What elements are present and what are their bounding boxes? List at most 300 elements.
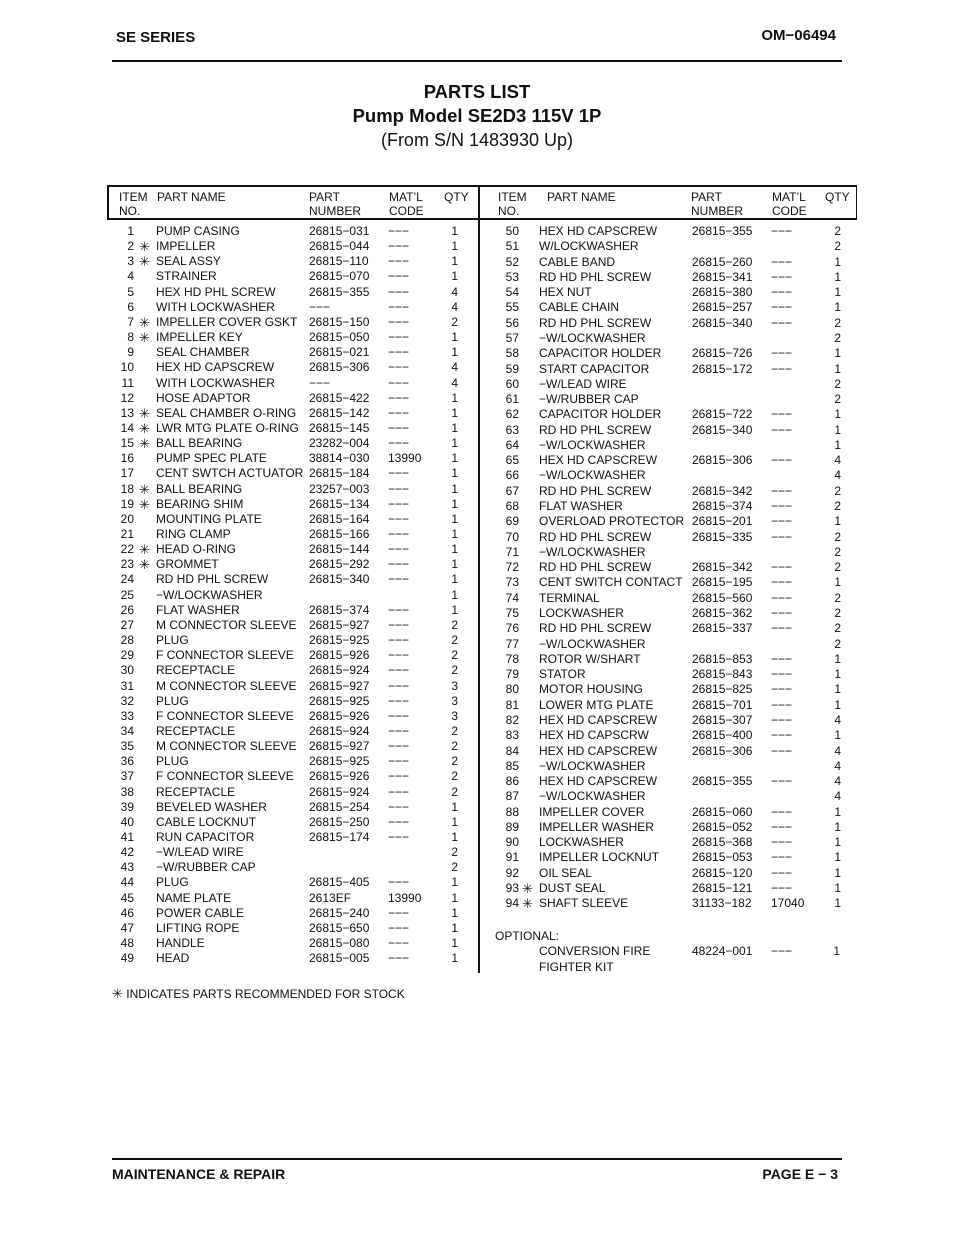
material-code: −−− — [388, 784, 410, 799]
item-number: 29 — [120, 648, 134, 663]
part-name: −W/LOCKWASHER — [539, 468, 646, 483]
material-code: −−− — [771, 621, 793, 636]
item-number: 21 — [120, 527, 134, 541]
part-name: SHAFT SLEEVE — [539, 896, 629, 911]
serial-range-subtitle: (From S/N 1483930 Up) — [380, 130, 574, 150]
item-number: 18 — [120, 481, 134, 496]
part-number: 26815−120 — [692, 865, 753, 880]
part-name: PLUG — [156, 754, 189, 769]
material-code: −−− — [771, 269, 793, 284]
quantity: 1 — [451, 890, 458, 905]
item-number: 2 — [127, 239, 134, 254]
part-name: RD HD PHL SCREW — [539, 315, 652, 330]
quantity: 2 — [451, 314, 458, 329]
material-code: −−− — [771, 315, 793, 330]
header-item-no-left: ITEM NO. — [119, 190, 148, 218]
material-code: −−− — [771, 254, 793, 269]
quantity: 2 — [834, 606, 841, 620]
table-row — [107, 438, 857, 453]
part-number: 26815−825 — [692, 682, 753, 697]
quantity: 1 — [834, 254, 841, 269]
item-number: 76 — [505, 621, 519, 636]
item-number: 35 — [120, 739, 134, 754]
asterisk-icon: ✳ — [139, 239, 150, 255]
quantity: 2 — [834, 392, 841, 407]
material-code: 13990 — [388, 890, 422, 905]
part-name: −W/LOCKWASHER — [539, 544, 646, 559]
part-number: 26815−355 — [692, 774, 753, 789]
part-name: HANDLE — [156, 936, 205, 951]
asterisk-icon: ✳ — [139, 557, 150, 573]
part-name: GROMMET — [156, 557, 219, 572]
part-name: ROTOR W/SHART — [539, 651, 641, 666]
quantity: 1 — [451, 254, 458, 269]
part-name: MOUNTING PLATE — [156, 511, 262, 526]
part-number: 26815−021 — [309, 345, 370, 360]
item-number: 4 — [127, 269, 134, 284]
header-part-number-left: PART NUMBER — [309, 190, 362, 218]
part-name: HEX HD CAPSCREW — [539, 774, 658, 789]
item-number: 50 — [505, 224, 519, 238]
part-number: 26815−110 — [309, 254, 369, 269]
part-name: BEVELED WASHER — [156, 799, 267, 814]
material-code: −−− — [388, 799, 410, 814]
quantity: 2 — [834, 636, 841, 651]
part-number: 26815−052 — [692, 819, 753, 834]
item-number: 77 — [505, 636, 519, 651]
quantity: 1 — [834, 682, 841, 697]
item-number: 42 — [120, 845, 134, 860]
material-code: −−− — [771, 483, 793, 498]
optional-label: OPTIONAL: — [495, 929, 560, 943]
material-code: −−− — [388, 830, 410, 844]
part-number: 26815−374 — [692, 499, 753, 514]
optional-matl-code: −−− — [771, 944, 793, 958]
material-code: −−− — [771, 651, 793, 666]
material-code: −−− — [771, 453, 793, 468]
optional-part-number: 48224−001 — [692, 944, 753, 958]
part-name: −W/LOCKWASHER — [539, 758, 646, 773]
material-code: −−− — [388, 420, 410, 435]
part-number: 26815−560 — [692, 590, 753, 605]
item-number: 79 — [505, 667, 519, 682]
material-code: −−− — [388, 572, 410, 587]
section-label: MAINTENANCE & REPAIR — [112, 1166, 286, 1182]
part-number: 26815−150 — [309, 314, 370, 329]
part-name: RECEPTACLE — [156, 663, 236, 678]
part-name: SEAL CHAMBER O-RING — [156, 405, 297, 420]
part-name: CABLE LOCKNUT — [156, 814, 257, 829]
part-name: HEX HD CAPSCREW — [539, 453, 658, 468]
table-row — [107, 560, 857, 575]
material-code: 17040 — [771, 896, 805, 911]
asterisk-icon: ✳ — [139, 542, 150, 558]
table-row — [107, 239, 857, 254]
quantity: 1 — [451, 224, 458, 238]
quantity: 4 — [451, 299, 458, 314]
material-code: −−− — [388, 511, 410, 526]
part-number: 26815−924 — [309, 663, 370, 678]
part-name: IMPELLER COVER GSKT — [156, 314, 298, 329]
quantity: 1 — [451, 936, 458, 951]
table-row — [107, 407, 857, 422]
material-code: −−− — [771, 407, 793, 422]
table-row — [107, 789, 857, 804]
material-code: −−− — [388, 678, 410, 693]
item-number: 39 — [120, 799, 134, 814]
quantity: 1 — [834, 361, 841, 376]
item-number: 61 — [505, 392, 519, 407]
part-name: STATOR — [539, 667, 586, 682]
quantity: 4 — [834, 712, 841, 727]
doc-number: OM−06494 — [761, 27, 836, 44]
material-code: −−− — [388, 375, 410, 390]
part-name: −W/LEAD WIRE — [539, 376, 627, 391]
part-number: 26815−342 — [692, 560, 753, 575]
item-number: 31 — [120, 678, 134, 693]
item-number: 25 — [120, 587, 134, 602]
material-code: −−− — [388, 920, 410, 935]
material-code: −−− — [771, 850, 793, 865]
quantity: 1 — [834, 819, 841, 834]
quantity: 2 — [451, 617, 458, 632]
quantity: 1 — [834, 422, 841, 437]
quantity: 1 — [451, 511, 458, 526]
quantity: 1 — [451, 557, 458, 572]
table-row — [107, 453, 857, 468]
material-code: −−− — [388, 951, 410, 966]
part-name: −W/LOCKWASHER — [539, 330, 646, 345]
item-number: 16 — [120, 451, 134, 466]
part-number: 31133−182 — [692, 896, 752, 911]
material-code: −−− — [388, 254, 410, 269]
quantity: 2 — [834, 483, 841, 498]
item-number: 63 — [505, 422, 519, 437]
item-number: 54 — [505, 285, 519, 300]
item-number: 65 — [505, 453, 519, 468]
item-number: 49 — [120, 951, 134, 966]
part-number: 26815−341 — [692, 269, 753, 284]
part-number: 26815−368 — [692, 835, 753, 850]
table-row — [107, 300, 857, 315]
material-code: −−− — [771, 712, 793, 727]
part-name: PLUG — [156, 693, 189, 708]
material-code: −−− — [388, 390, 410, 405]
item-number: 74 — [505, 590, 519, 605]
part-number: 26815−031 — [309, 224, 370, 238]
part-number: 26815−422 — [309, 390, 370, 405]
part-name: IMPELLER LOCKNUT — [539, 850, 660, 865]
table-row — [107, 850, 857, 865]
material-code: −−− — [771, 743, 793, 758]
item-number: 45 — [120, 890, 134, 905]
material-code: −−− — [388, 663, 410, 678]
table-row — [107, 774, 857, 789]
item-number: 89 — [505, 819, 519, 834]
part-name: RECEPTACLE — [156, 784, 236, 799]
header-qty-right: QTY — [825, 190, 850, 204]
table-row — [107, 637, 857, 652]
item-number: 14 — [120, 420, 134, 435]
part-number: 26815−260 — [692, 254, 753, 269]
part-name: HEX HD CAPSCREW — [539, 224, 658, 238]
item-number: 62 — [505, 407, 519, 422]
material-code: −−− — [388, 224, 410, 238]
table-row — [107, 881, 857, 896]
table-row — [107, 270, 857, 285]
part-name: IMPELLER KEY — [156, 330, 243, 345]
table-row — [107, 713, 857, 728]
part-name: RD HD PHL SCREW — [539, 621, 652, 636]
asterisk-icon: ✳ — [139, 330, 150, 346]
quantity: 3 — [451, 708, 458, 723]
part-number: 26815−925 — [309, 633, 370, 648]
part-number: 26815−340 — [309, 572, 370, 587]
quantity: 4 — [834, 774, 841, 789]
quantity: 2 — [834, 315, 841, 330]
part-name: LWR MTG PLATE O-RING — [156, 420, 299, 435]
asterisk-icon: ✳ — [139, 420, 150, 436]
stock-footnote — [112, 986, 405, 1002]
table-row — [107, 377, 857, 392]
material-code: −−− — [771, 224, 793, 238]
part-number: 26815−257 — [692, 300, 753, 315]
item-number: 84 — [505, 743, 519, 758]
table-row — [107, 667, 857, 682]
quantity: 1 — [451, 496, 458, 511]
asterisk-icon: ✳ — [139, 405, 150, 421]
part-number: 26815−362 — [692, 606, 753, 620]
part-name: HEAD — [156, 951, 190, 966]
material-code: −−− — [771, 728, 793, 743]
part-name: HEAD O-RING — [156, 542, 237, 557]
quantity: 1 — [451, 587, 458, 602]
part-number: 23257−003 — [309, 481, 370, 496]
part-number: 2613EF — [309, 890, 352, 905]
quantity: 2 — [451, 739, 458, 754]
material-code: 13990 — [388, 451, 422, 466]
item-number: 32 — [120, 693, 134, 708]
part-name: BALL BEARING — [156, 481, 243, 496]
quantity: 1 — [834, 667, 841, 682]
part-number: 26815−355 — [309, 284, 370, 299]
part-name: RD HD PHL SCREW — [156, 572, 269, 587]
table-row — [107, 744, 857, 759]
series-label: SE SERIES — [116, 29, 196, 46]
quantity: 1 — [451, 875, 458, 890]
part-number: 26815−701 — [692, 697, 753, 712]
part-name: LOCKWASHER — [539, 835, 624, 850]
part-name: CENT SWITCH CONTACT — [539, 575, 683, 590]
part-name: WITH LOCKWASHER — [156, 299, 275, 314]
item-number: 30 — [120, 663, 134, 678]
part-name: −W/LEAD WIRE — [156, 845, 244, 860]
table-left-rule — [107, 185, 109, 219]
item-number: 58 — [505, 346, 519, 361]
quantity: 1 — [451, 405, 458, 420]
quantity: 1 — [834, 697, 841, 712]
item-number: 51 — [505, 239, 519, 254]
item-number: 94 — [505, 896, 519, 911]
material-code: −−− — [771, 529, 793, 544]
part-number: 26815−050 — [309, 330, 370, 345]
part-number: 26815−005 — [309, 951, 370, 966]
table-top-rule — [107, 185, 857, 187]
item-number: 20 — [120, 511, 134, 526]
item-number: 80 — [505, 682, 519, 697]
quantity: 1 — [451, 799, 458, 814]
part-number: 26815−340 — [692, 422, 753, 437]
part-name: RD HD PHL SCREW — [539, 560, 652, 575]
part-number: 26815−927 — [309, 617, 370, 632]
quantity: 1 — [451, 330, 458, 345]
item-number: 82 — [505, 712, 519, 727]
part-name: CABLE CHAIN — [539, 300, 620, 315]
part-number: 26815−853 — [692, 651, 753, 666]
material-code: −−− — [771, 514, 793, 529]
material-code: −−− — [771, 804, 793, 819]
quantity: 1 — [451, 527, 458, 541]
part-name: PUMP SPEC PLATE — [156, 451, 267, 466]
part-number: 26815−306 — [692, 743, 753, 758]
material-code: −−− — [771, 422, 793, 437]
quantity: 1 — [834, 728, 841, 743]
table-row — [107, 698, 857, 713]
table-row — [107, 606, 857, 621]
part-number: 26815−184 — [309, 466, 370, 481]
material-code: −−− — [388, 299, 410, 314]
part-name: SEAL ASSY — [156, 254, 221, 269]
item-number: 52 — [505, 254, 519, 269]
material-code: −−− — [388, 496, 410, 511]
item-number: 33 — [120, 708, 134, 723]
asterisk-icon: ✳ — [139, 436, 150, 452]
item-number: 72 — [505, 560, 519, 575]
quantity: 4 — [834, 789, 841, 804]
quantity: 1 — [834, 437, 841, 452]
item-number: 60 — [505, 376, 519, 391]
part-name: −W/LOCKWASHER — [539, 636, 646, 651]
quantity: 1 — [451, 239, 458, 254]
part-number: 26815−144 — [309, 542, 370, 557]
part-number: 26815−145 — [309, 420, 370, 435]
part-number: 26815−164 — [309, 511, 370, 526]
part-number: 26815−142 — [309, 405, 370, 420]
part-number: 26815−166 — [309, 527, 370, 541]
table-row — [107, 285, 857, 300]
optional-qty: 1 — [833, 944, 840, 958]
item-number: 53 — [505, 269, 519, 284]
part-name: −W/RUBBER CAP — [156, 860, 256, 875]
item-number: 27 — [120, 617, 134, 632]
quantity: 2 — [834, 560, 841, 575]
material-code: −−− — [771, 774, 793, 789]
part-number: 26815−926 — [309, 708, 370, 723]
part-name: PLUG — [156, 875, 189, 890]
table-row — [107, 591, 857, 606]
part-number: 26815−080 — [309, 936, 370, 951]
quantity: 2 — [834, 499, 841, 514]
part-number: 26815−650 — [309, 920, 370, 935]
quantity: 1 — [451, 920, 458, 935]
part-number: 26815−726 — [692, 346, 753, 361]
table-row — [107, 496, 857, 514]
item-number: 7 — [127, 314, 134, 329]
part-name: START CAPACITOR — [539, 361, 650, 376]
table-row — [107, 820, 857, 835]
quantity: 2 — [451, 633, 458, 648]
part-number: 23282−004 — [309, 436, 370, 451]
material-code: −−− — [388, 648, 410, 663]
quantity: 1 — [451, 269, 458, 284]
material-code: −−− — [771, 606, 793, 620]
asterisk-icon: ✳ — [522, 896, 533, 912]
quantity: 2 — [451, 648, 458, 663]
quantity: 1 — [451, 420, 458, 435]
item-number: 56 — [505, 315, 519, 330]
material-code: −−− — [388, 602, 410, 617]
part-name: M CONNECTOR SLEEVE — [156, 678, 297, 693]
quantity: 4 — [451, 284, 458, 299]
table-row — [107, 728, 857, 743]
quantity: 1 — [451, 814, 458, 829]
item-number: 8 — [127, 330, 134, 345]
part-name: LOCKWASHER — [539, 606, 624, 620]
material-code: −−− — [388, 754, 410, 769]
part-name: WITH LOCKWASHER — [156, 375, 275, 390]
part-number: 26815−925 — [309, 754, 370, 769]
table-row — [107, 921, 857, 936]
quantity: 2 — [834, 529, 841, 544]
item-number: 46 — [120, 905, 134, 920]
header-matl-code-left: MAT’L CODE — [389, 190, 424, 218]
quantity: 1 — [451, 542, 458, 557]
material-code: −−− — [771, 346, 793, 361]
part-name: HEX HD CAPSCRW — [539, 728, 649, 743]
item-number: 43 — [120, 860, 134, 875]
material-code: −−− — [388, 481, 410, 496]
optional-part-name-line1: CONVERSION FIRE — [539, 944, 651, 958]
part-number: 26815−070 — [309, 269, 370, 284]
quantity: 4 — [834, 758, 841, 773]
part-name: OVERLOAD PROTECTOR — [539, 514, 685, 529]
material-code: −−− — [771, 881, 793, 896]
quantity: 1 — [451, 390, 458, 405]
part-number: 26815−060 — [692, 804, 753, 819]
item-number: 19 — [120, 496, 134, 511]
material-code: −−− — [388, 708, 410, 723]
quantity: 2 — [834, 224, 841, 238]
material-code: −−− — [771, 682, 793, 697]
part-name: LOWER MTG PLATE — [539, 697, 654, 712]
header-part-name-right: PART NAME — [547, 190, 616, 204]
table-row — [107, 420, 857, 438]
table-row — [107, 545, 857, 560]
item-number: 92 — [505, 865, 519, 880]
material-code: −−− — [771, 667, 793, 682]
page-number: PAGE E − 3 — [762, 1166, 838, 1182]
part-number: 26815−337 — [692, 621, 753, 636]
item-number: 47 — [120, 920, 134, 935]
item-number: 34 — [120, 723, 134, 738]
material-code: −−− — [388, 405, 410, 420]
part-number: 26815−307 — [692, 712, 753, 727]
quantity: 4 — [451, 360, 458, 375]
table-row — [107, 255, 857, 270]
quantity: 2 — [451, 769, 458, 784]
quantity: 1 — [834, 804, 841, 819]
part-number: 26815−355 — [692, 224, 753, 238]
